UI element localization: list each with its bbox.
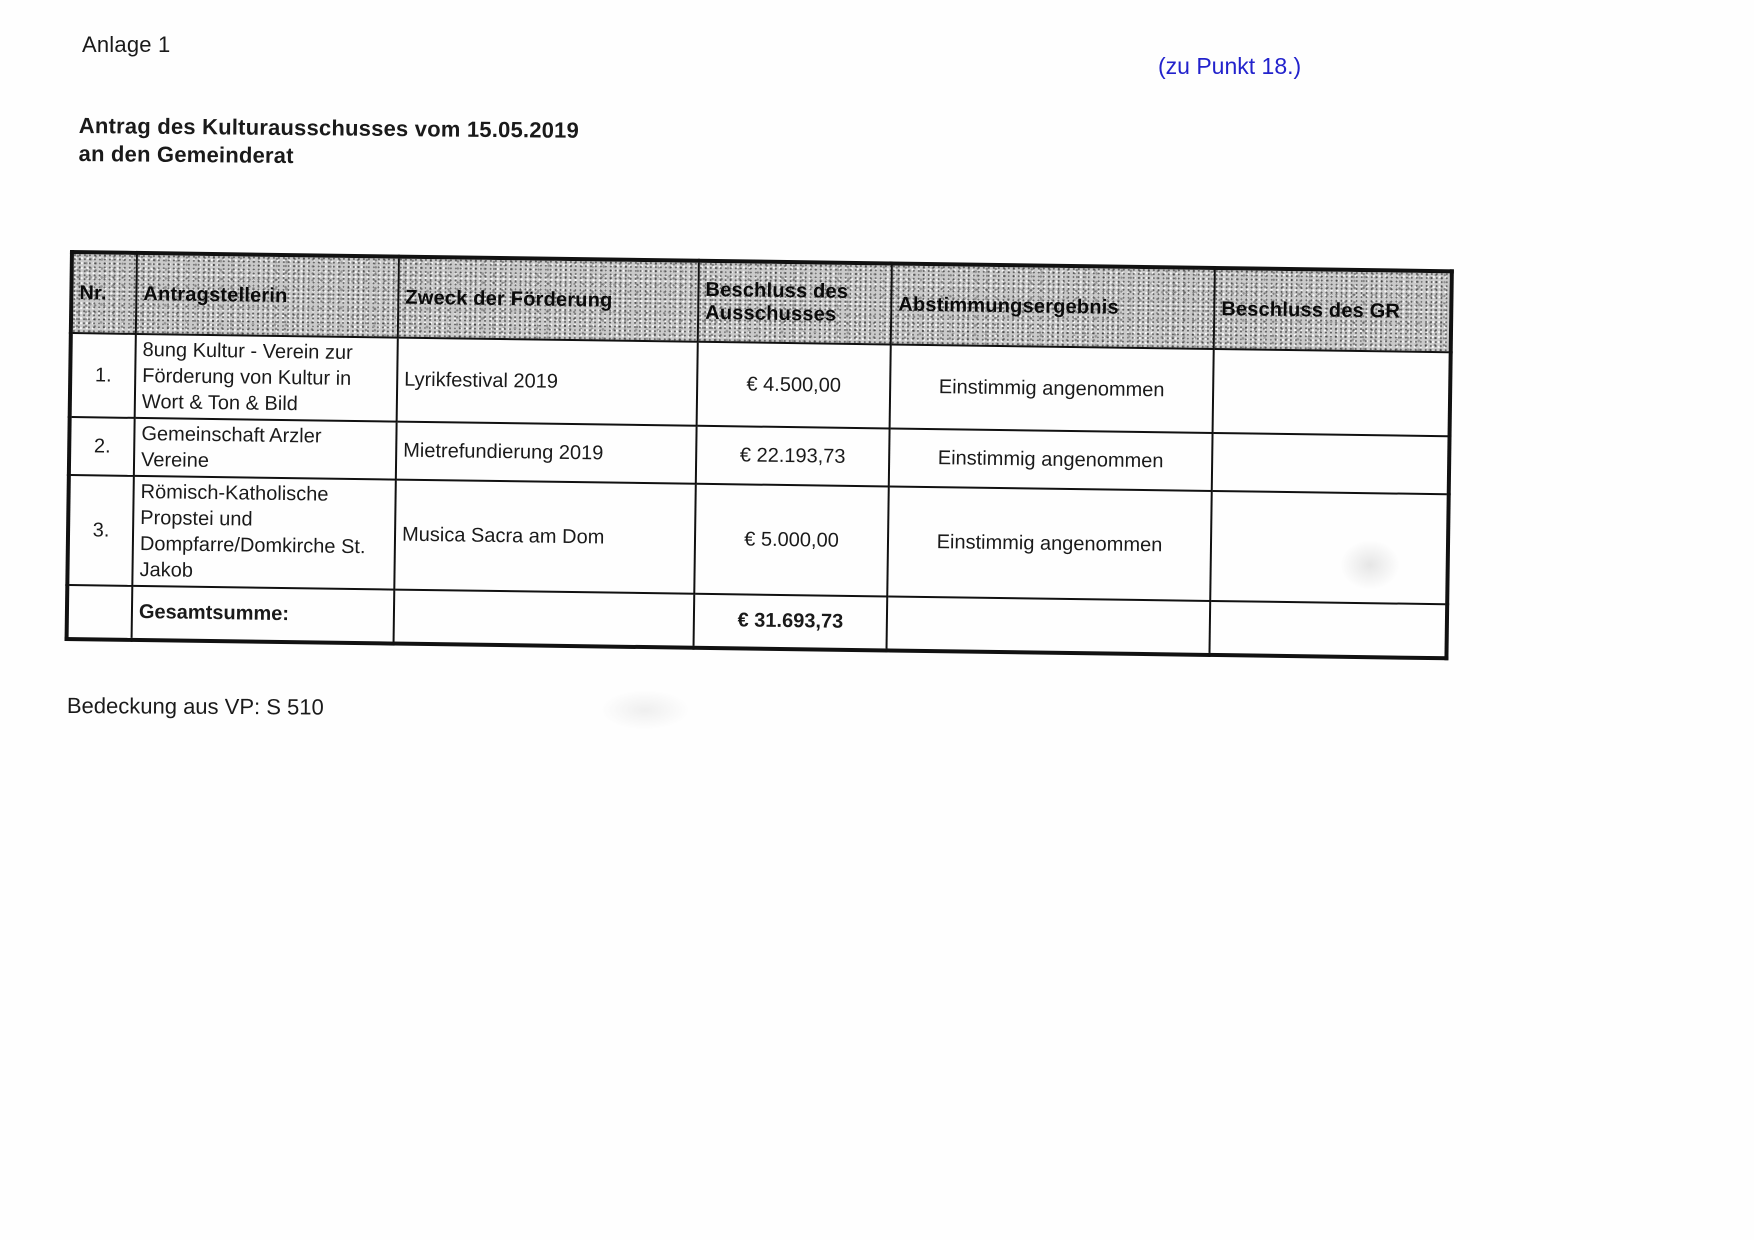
scan-smudge: [600, 690, 690, 730]
funding-table: [65, 250, 1454, 660]
header-zweck-der-foerderung: Zweck der Förderung: [398, 257, 699, 342]
cell-beschluss-ausschuss: € 5.000,00: [694, 484, 889, 597]
coverage-note: Bedeckung aus VP: S 510: [66, 693, 324, 720]
attachment-label: Anlage 1: [82, 32, 171, 57]
cell-antragstellerin: Gemeinschaft Arzler Vereine: [134, 418, 397, 480]
cell-nr: 1.: [70, 333, 136, 418]
cell-nr: 3.: [67, 475, 134, 586]
cell-abstimmungsergebnis: Einstimmig angenommen: [889, 428, 1213, 491]
table-row: [67, 475, 1448, 604]
total-amount: € 31.693,73: [694, 594, 888, 651]
document-title-line1: Antrag des Kulturausschusses vom 15.05.2019: [78, 112, 580, 143]
cell-beschluss-gr: [1212, 433, 1450, 494]
cell-abstimmungsergebnis: Einstimmig angenommen: [887, 486, 1212, 600]
cell-antragstellerin: 8ung Kultur - Verein zur Förderung von Kultur in Wort & Ton & Bild: [135, 334, 398, 422]
header-beschluss-des-ausschusses: Beschluss des Ausschusses: [698, 261, 892, 345]
cell-empty: [67, 585, 133, 640]
document-title-line2: an den Gemeinderat: [78, 140, 294, 169]
cell-zweck: Musica Sacra am Dom: [394, 480, 696, 594]
header-antragstellerin: Antragstellerin: [136, 253, 399, 338]
cell-beschluss-gr: [1213, 349, 1451, 436]
cell-zweck: Lyrikfestival 2019: [397, 338, 698, 426]
header-beschluss-des-gr: Beschluss des GR: [1214, 268, 1452, 352]
header-nr: Nr.: [71, 252, 137, 334]
cell-beschluss-ausschuss: € 4.500,00: [697, 342, 891, 429]
cell-empty: [1209, 601, 1447, 658]
header-abstimmungsergebnis: Abstimmungsergebnis: [891, 263, 1215, 349]
cell-empty: [394, 590, 695, 648]
cell-abstimmungsergebnis: Einstimmig angenommen: [890, 344, 1214, 433]
total-label: Gesamtsumme:: [132, 586, 395, 644]
agenda-point-reference: (zu Punkt 18.): [1158, 53, 1302, 79]
cell-beschluss-gr: [1210, 491, 1449, 604]
cell-nr: 2.: [69, 417, 135, 476]
cell-antragstellerin: Römisch-Katholische Propstei und Dompfarre/Domkirche St. Jakob: [132, 476, 396, 590]
cell-zweck: Mietrefundierung 2019: [396, 422, 697, 484]
document-title: [78, 112, 579, 173]
cell-empty: [886, 596, 1210, 655]
cell-beschluss-ausschuss: € 22.193,73: [696, 426, 890, 487]
funding-table-container: [65, 250, 1454, 660]
